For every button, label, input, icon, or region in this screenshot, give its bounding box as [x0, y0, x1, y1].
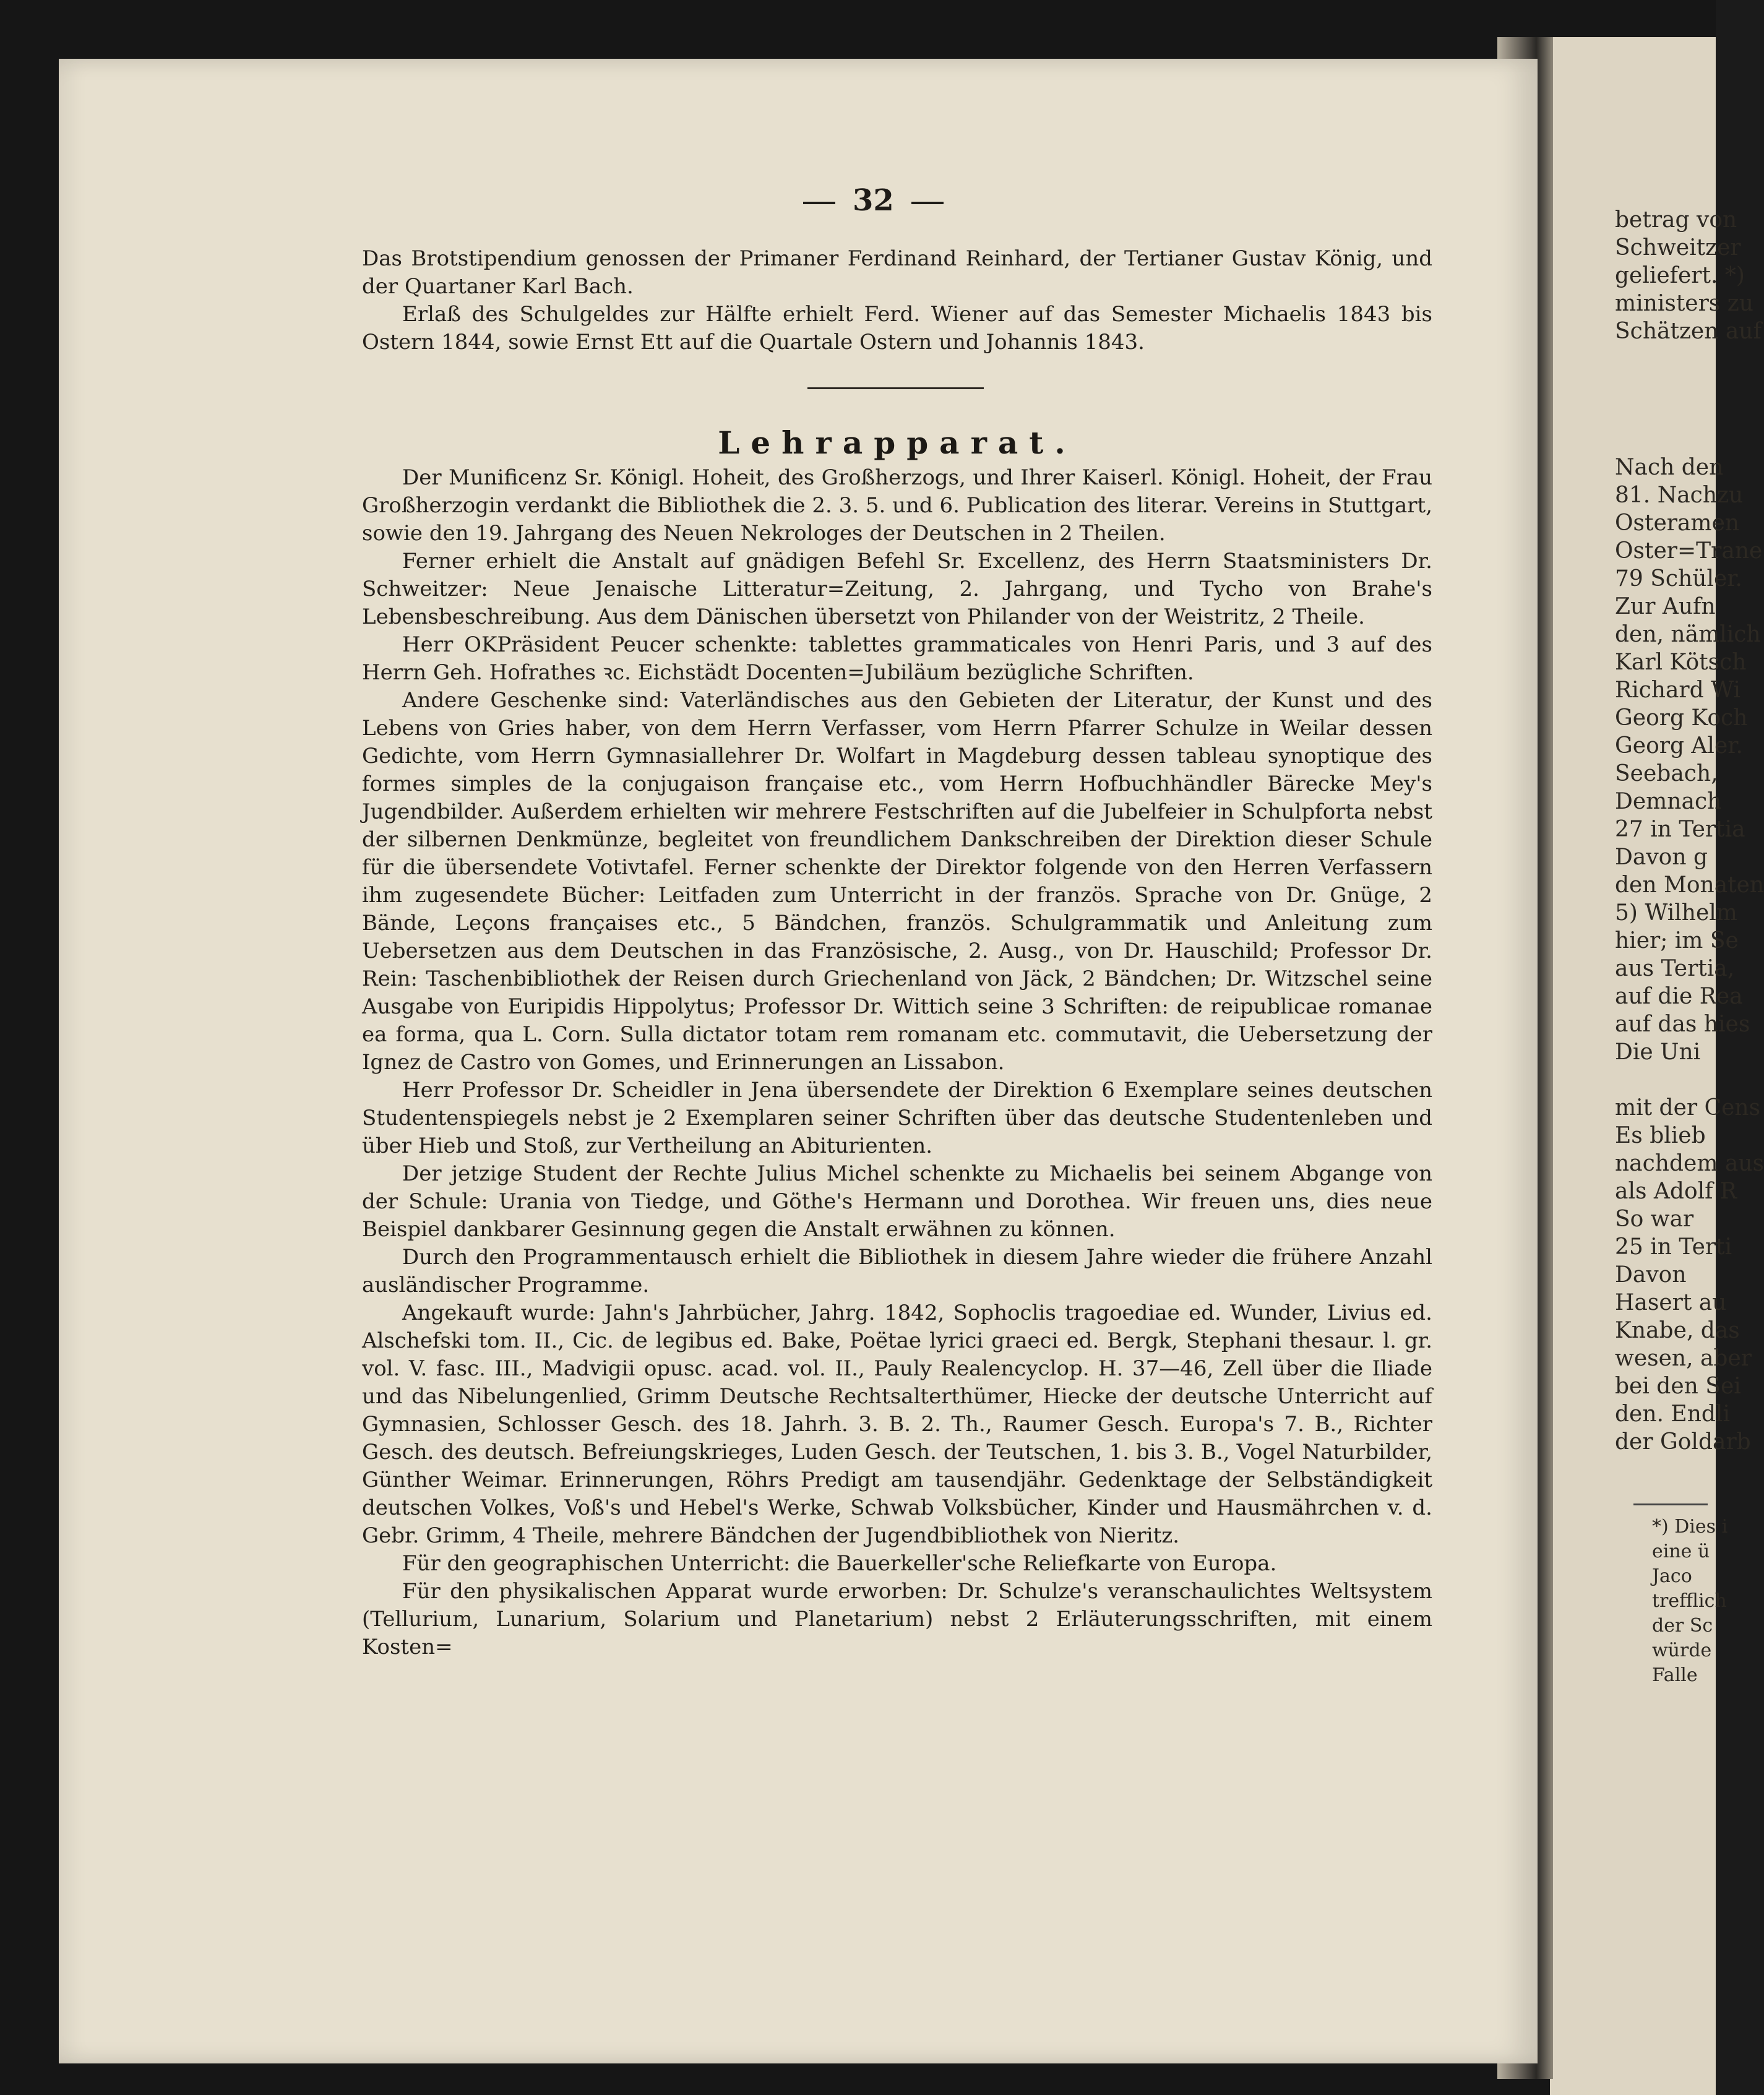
facing-line: mit der Cens — [1615, 1095, 1761, 1121]
paragraph: Für den physikalischen Apparat wurde erworben: Dr. Schulze's veranschaulichtes Weltsystem (Tellurium, Lunarium, Solarium und Planetarium) nebst 2 Erläuterungsschriften, mit einem Kosten= — [362, 1579, 1432, 1659]
facing-footnote-line: der Sc — [1652, 1615, 1713, 1637]
facing-footnote-line: Jaco — [1652, 1565, 1692, 1587]
facing-line: Oster=Trane — [1615, 538, 1763, 564]
facing-footnote-line: würde — [1652, 1640, 1712, 1661]
facing-line: 5) Wilhelm — [1615, 900, 1737, 926]
paragraph: Der jetzige Student der Rechte Julius Michel schenkte zu Michaelis bei seinem Abgange von der Schule: Urania von Tiedge, und Göthe's Hermann und Dorothea. Wir freuen uns, dies neue Beispiel dankbarer Gesinnung gegen die Anstalt erwähnen zu können. — [362, 1161, 1432, 1242]
facing-line: Schweitzer — [1615, 235, 1741, 260]
section-divider — [807, 387, 984, 389]
facing-line: 79 Schüler. — [1615, 566, 1742, 592]
facing-line: betrag von — [1615, 207, 1737, 233]
facing-line: Knabe, das — [1615, 1318, 1740, 1343]
facing-line: Demnach — [1615, 789, 1722, 814]
facing-line: den Monaten — [1615, 872, 1764, 898]
facing-line: Georg Aler. — [1615, 733, 1743, 759]
facing-footnote-line: eine ü — [1652, 1541, 1710, 1562]
facing-line: den. Endli — [1615, 1401, 1730, 1427]
facing-page — [1550, 37, 1716, 2095]
facing-line: Richard Wi — [1615, 678, 1741, 703]
facing-line: hier; im Se — [1615, 928, 1739, 953]
facing-line: So war — [1615, 1207, 1694, 1232]
facing-line: Georg Koch — [1615, 705, 1748, 731]
facing-line: Karl Kötsch — [1615, 650, 1747, 675]
facing-footnote-line: trefflich — [1652, 1590, 1727, 1612]
paragraph: Ferner erhielt die Anstalt auf gnädigen Befehl Sr. Excellenz, des Herrn Staatsministers Dr. Schweitzer: Neue Jenaische Litteratur=Zeitung, 2. Jahrgang, und Tycho von Brahe's Lebensbeschreibung. Aus dem Dänischen übersetzt von Philander von der Weistritz, 2 Theile. — [362, 549, 1432, 629]
paragraph: Andere Geschenke sind: Vaterländisches aus den Gebieten der Literatur, der Kunst und des Lebens von Gries haber, von dem Herrn Verfasser, vom Herrn Pfarrer Schulze in Weilar dessen Gedichte, vom Herrn Gymnasiallehrer Dr. Wolfart in Magdeburg dessen tableau synoptique des formes simples de la conjugaison française etc., vom Herrn Hofbuchhändler Bärecke Mey's Jugendbilder. Außerdem erhielten wir mehrere Festschriften auf die Jubelfeier in Schulpforta nebst der silbernen Denkmünze, begleitet von freundlichem Dankschreiben der Direktion dieser Schule für die übersendete Votivtafel. Ferner schenkte der Direktor folgende von den Herren Verfassern ihm zugesendete Bücher: Leitfaden zum Unterricht in der französ. Sprache von Dr. Gnüge, 2 Bände, Leçons françaises etc., 5 Bändchen, französ. Schulgrammatik und Anleitung zum Uebersetzen aus dem Deutschen in das Französische, 2. Ausg., von Dr. Hauschild; Professor Dr. Rein: Taschenbibliothek der Reisen durch Griechenland von Jäck, 2 Bändchen; Dr. Witzschel seine Ausgabe von Euripidis Hippolytus; Professor Dr. Wittich seine 3 Schriften: de reipublicae romanae ea forma, qua L. Corn. Sulla dictator totam rem romanam etc. commutavit, die Uebersetzung der Ignez de Castro von Gomes, und Erinnerungen an Lissabon. — [362, 688, 1432, 1075]
paragraph: Herr Professor Dr. Scheidler in Jena übersendete der Direktion 6 Exemplare seines deutschen Studentenspiegels nebst je 2 Exemplaren seiner Schriften über das deutsche Studentenleben und über Hieb und Stoß, zur Vertheilung an Abiturienten. — [362, 1078, 1432, 1158]
facing-line: ministers zu — [1615, 291, 1753, 316]
paragraph-stipend: Das Brotstipendium genossen der Primaner Ferdinand Reinhard, der Tertianer Gustav König, und der Quartaner Karl Bach. — [362, 246, 1432, 299]
paragraph: Der Munificenz Sr. Königl. Hoheit, des Großherzogs, und Ihrer Kaiserl. Königl. Hoheit, der Frau Großherzogin verdankt die Bibliothek die 2. 3. 5. und 6. Publication des literar. Vereins in Stuttgart, sowie den 19. Jahrgang des Neuen Nekrologes der Deutschen in 2 Theilen. — [362, 465, 1432, 546]
paragraph: Durch den Programmentausch erhielt die Bibliothek in diesem Jahre wieder die frühere Anzahl ausländischer Programme. — [362, 1245, 1432, 1297]
facing-line: 81. Nachzu — [1615, 483, 1744, 508]
facing-line: Schätzen auf — [1615, 319, 1762, 344]
facing-footnote-line: *) Dies i — [1652, 1516, 1728, 1538]
header-dash-left — [803, 202, 835, 204]
facing-line: aus Tertia, — [1615, 956, 1735, 981]
facing-line: Hasert au — [1615, 1290, 1727, 1315]
header-dash-right — [911, 202, 944, 204]
paragraph-fee-waiver: Erlaß des Schulgeldes zur Hälfte erhielt Ferd. Wiener auf das Semester Michaelis 1843 bis Ostern 1844, sowie Ernst Ett auf die Quartale Ostern und Johannis 1843. — [362, 302, 1432, 355]
facing-line: Davon — [1615, 1262, 1687, 1288]
paragraph: Angekauft wurde: Jahn's Jahrbücher, Jahrg. 1842, Sophoclis tragoediae ed. Wunder, Livius ed. Alschefski tom. II., Cic. de legibus ed. Bake, Poëtae lyrici graeci ed. Bergk, Stephani thesaur. l. gr. vol. V. fasc. III., Madvigii opusc. acad. vol. II., Pauly Realencyclop. H. 37—46, Zell über die Iliade und das Nibelungenlied, Grimm Deutsche Rechtsalterthümer, Hiecke der deutsche Unterricht auf Gymnasien, Schlosser Gesch. des 18. Jahrh. 3. B. 2. Th., Raumer Gesch. Europa's 7. B., Richter Gesch. des deutsch. Befreiungskrieges, Luden Gesch. der Teutschen, 1. bis 3. B., Vogel Naturbilder, Günther Weimar. Erinnerungen, Röhrs Predigt am tausendjähr. Gedenktage der Selbständigkeit deutschen Volkes, Voß's und Hebel's Werke, Schwab Volksbücher, Kinder und Hausmährchen v. d. Gebr. Grimm, 4 Theile, mehrere Bändchen der Jugendbibliothek von Nieritz. — [362, 1301, 1432, 1548]
facing-line: 27 in Tertia — [1615, 817, 1745, 842]
facing-line: Zur Aufn — [1615, 594, 1716, 619]
facing-line: geliefert. *) — [1615, 263, 1745, 288]
paragraph: Für den geographischen Unterricht: die Bauerkeller'sche Reliefkarte von Europa. — [402, 1551, 1277, 1576]
page-number: 32 — [853, 183, 894, 218]
facing-footnote-rule — [1633, 1503, 1708, 1505]
facing-line: den, nämlich — [1615, 622, 1761, 647]
page-header — [786, 183, 961, 218]
facing-line: Die Uni — [1615, 1039, 1701, 1065]
facing-line: als Adolf R — [1615, 1179, 1737, 1204]
facing-line: auf die Rea — [1615, 984, 1743, 1009]
facing-line: Osteramen — [1615, 510, 1740, 536]
intro-text — [362, 245, 1432, 356]
paragraph: Herr OKPräsident Peucer schenkte: tablettes grammaticales von Henri Paris, und 3 auf des Herrn Geh. Hofrathes ꝛc. Eichstädt Docenten=Jubiläum bezügliche Schriften. — [362, 632, 1432, 685]
facing-line: Davon g — [1615, 845, 1708, 870]
facing-line: Nach den — [1615, 455, 1724, 480]
facing-line: bei den Sei — [1615, 1374, 1741, 1399]
facing-line: wesen, aber — [1615, 1346, 1752, 1371]
facing-line: Es blieb — [1615, 1123, 1706, 1148]
facing-line: nachdem aus — [1615, 1151, 1764, 1176]
facing-line: auf das hies — [1615, 1012, 1750, 1037]
section-body — [362, 464, 1432, 1661]
facing-line: der Goldarb — [1615, 1429, 1751, 1455]
facing-line: Seebach, — [1615, 761, 1718, 786]
facing-line: 25 in Terti — [1615, 1234, 1732, 1260]
facing-footnote-line: Falle — [1652, 1664, 1698, 1686]
section-title: Lehrapparat. — [718, 424, 1077, 461]
